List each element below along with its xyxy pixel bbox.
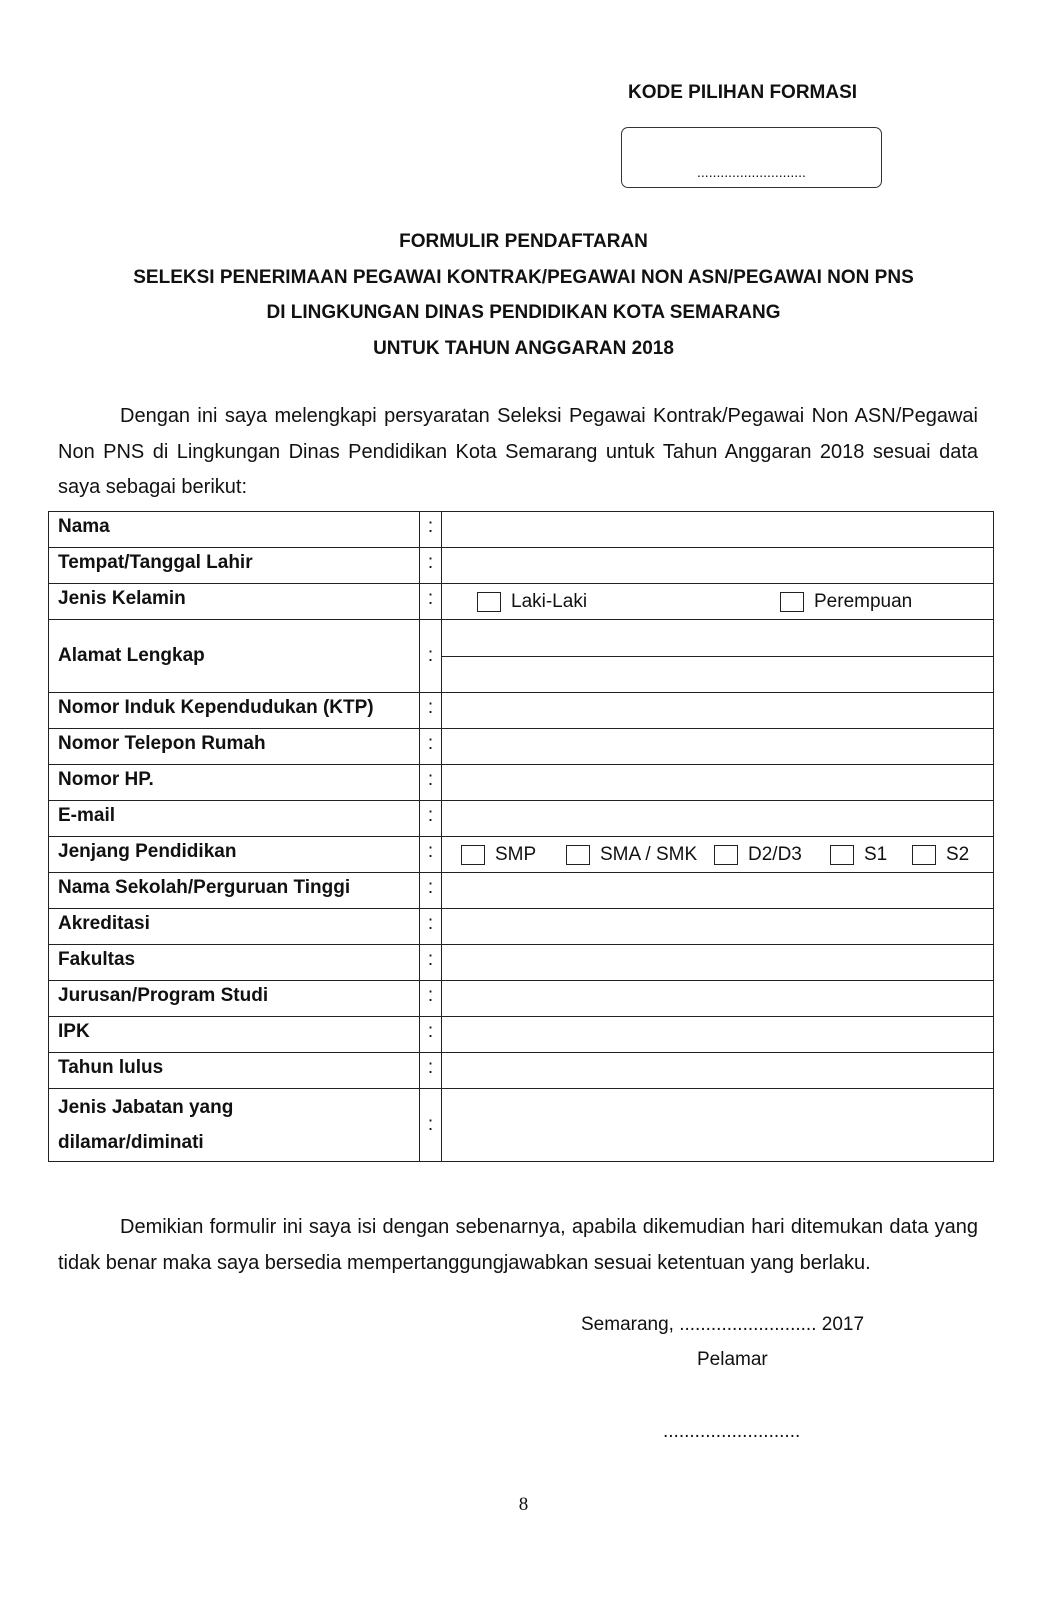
colon: : <box>420 1053 442 1089</box>
table-row <box>49 620 994 693</box>
option-label: SMA / SMK <box>600 843 698 865</box>
field-label-ipk: IPK <box>49 1017 420 1053</box>
option-s2[interactable] <box>912 837 969 872</box>
colon: : <box>420 729 442 765</box>
field-label-ttl: Tempat/Tanggal Lahir <box>49 548 420 584</box>
option-laki-laki[interactable] <box>477 584 587 619</box>
colon: : <box>420 873 442 909</box>
checkbox-sma-smk[interactable] <box>566 845 590 865</box>
field-label-fakultas: Fakultas <box>49 945 420 981</box>
colon: : <box>420 765 442 801</box>
checkbox-smp[interactable] <box>461 845 485 865</box>
field-label-nama: Nama <box>49 512 420 548</box>
table-row <box>49 945 994 981</box>
kode-placeholder: ............................ <box>697 163 806 180</box>
ttl-field[interactable] <box>442 548 994 584</box>
option-smp[interactable] <box>461 837 536 872</box>
table-row <box>49 693 994 729</box>
closing-paragraph: Demikian formulir ini saya isi dengan sebenarnya, apabila dikemudian hari ditemukan data yang tidak benar maka saya bersedia mempertanggungjawabkan sesuai ketentuan yang berlaku. <box>58 1216 978 1274</box>
field-label-nik: Nomor Induk Kependudukan (KTP) <box>49 693 420 729</box>
akreditasi-field[interactable] <box>442 909 994 945</box>
table-row <box>49 729 994 765</box>
field-label-alamat: Alamat Lengkap <box>49 620 420 693</box>
field-label-jabatan <box>49 1089 420 1162</box>
page-number: 8 <box>518 1494 529 1515</box>
option-label: S2 <box>946 843 970 865</box>
checkbox-perempuan[interactable] <box>780 592 804 612</box>
field-label-jenjang: Jenjang Pendidikan <box>49 837 420 873</box>
ipk-field[interactable] <box>442 1017 994 1053</box>
jenjang-options <box>442 837 994 873</box>
field-label-email: E-mail <box>49 801 420 837</box>
option-label: Perempuan <box>814 590 913 612</box>
option-perempuan[interactable] <box>780 584 912 619</box>
table-row <box>49 909 994 945</box>
table-row <box>49 981 994 1017</box>
field-label-jurusan: Jurusan/Program Studi <box>49 981 420 1017</box>
checkbox-d2-d3[interactable] <box>714 845 738 865</box>
table-row <box>49 801 994 837</box>
field-label-tahun-lulus: Tahun lulus <box>49 1053 420 1089</box>
kode-pilihan-formasi-label: KODE PILIHAN FORMASI <box>628 82 858 103</box>
nama-field[interactable] <box>442 512 994 548</box>
option-label: D2/D3 <box>748 843 802 865</box>
title-line-2: SELEKSI PENERIMAAN PEGAWAI KONTRAK/PEGAWAI NON ASN/PEGAWAI NON PNS <box>133 266 914 288</box>
nik-field[interactable] <box>442 693 994 729</box>
colon: : <box>420 981 442 1017</box>
checkbox-s1[interactable] <box>830 845 854 865</box>
hp-field[interactable] <box>442 765 994 801</box>
colon: : <box>420 548 442 584</box>
fakultas-field[interactable] <box>442 945 994 981</box>
option-sma-smk[interactable] <box>566 837 697 872</box>
colon: : <box>420 693 442 729</box>
colon: : <box>420 584 442 620</box>
table-row <box>49 1053 994 1089</box>
telepon-field[interactable] <box>442 729 994 765</box>
jurusan-field[interactable] <box>442 981 994 1017</box>
table-row <box>49 512 994 548</box>
checkbox-laki-laki[interactable] <box>477 592 501 612</box>
table-row <box>49 765 994 801</box>
colon: : <box>420 620 442 693</box>
kode-pilihan-formasi-box[interactable] <box>621 127 882 188</box>
email-field[interactable] <box>442 801 994 837</box>
jabatan-field[interactable] <box>442 1089 994 1162</box>
signature-name-line: .......................... <box>663 1421 801 1442</box>
jenis-kelamin-options <box>442 584 994 620</box>
colon: : <box>420 1089 442 1162</box>
signature-role: Pelamar <box>697 1349 768 1370</box>
field-label-sekolah: Nama Sekolah/Perguruan Tinggi <box>49 873 420 909</box>
jabatan-label-line-1: Jenis Jabatan yang <box>58 1097 234 1118</box>
colon: : <box>420 801 442 837</box>
option-label: S1 <box>864 843 888 865</box>
sekolah-field[interactable] <box>442 873 994 909</box>
field-label-telepon: Nomor Telepon Rumah <box>49 729 420 765</box>
colon: : <box>420 909 442 945</box>
option-d2-d3[interactable] <box>714 837 802 872</box>
registration-form-table <box>48 511 994 1162</box>
option-label: Laki-Laki <box>511 590 588 612</box>
colon: : <box>420 945 442 981</box>
form-title <box>0 224 1047 366</box>
field-label-hp: Nomor HP. <box>49 765 420 801</box>
tahun-lulus-field[interactable] <box>442 1053 994 1089</box>
alamat-field[interactable] <box>442 620 994 693</box>
colon: : <box>420 837 442 873</box>
jabatan-label-line-2: dilamar/diminati <box>58 1132 204 1153</box>
title-line-1: FORMULIR PENDAFTARAN <box>399 231 648 252</box>
option-label: SMP <box>495 843 537 865</box>
option-s1[interactable] <box>830 837 887 872</box>
signature-place-date: Semarang, .......................... 2017 <box>581 1314 865 1335</box>
table-row <box>49 873 994 909</box>
checkbox-s2[interactable] <box>912 845 936 865</box>
alamat-line-2[interactable] <box>442 656 993 692</box>
table-row <box>49 1017 994 1053</box>
colon: : <box>420 1017 442 1053</box>
colon: : <box>420 512 442 548</box>
title-line-3: DI LINGKUNGAN DINAS PENDIDIKAN KOTA SEMARANG <box>266 302 781 323</box>
field-label-jenis-kelamin: Jenis Kelamin <box>49 584 420 620</box>
alamat-line-1[interactable] <box>442 620 993 656</box>
table-row <box>49 1089 994 1162</box>
table-row <box>49 548 994 584</box>
table-row <box>49 584 994 620</box>
field-label-akreditasi: Akreditasi <box>49 909 420 945</box>
table-row <box>49 837 994 873</box>
title-line-4: UNTUK TAHUN ANGGARAN 2018 <box>373 337 674 359</box>
intro-paragraph: Dengan ini saya melengkapi persyaratan Seleksi Pegawai Kontrak/Pegawai Non ASN/Pegawai Non PNS di Lingkungan Dinas Pendidikan Kota Semarang untuk Tahun Anggaran 2018 sesuai data saya sebagai berikut: <box>58 405 978 498</box>
